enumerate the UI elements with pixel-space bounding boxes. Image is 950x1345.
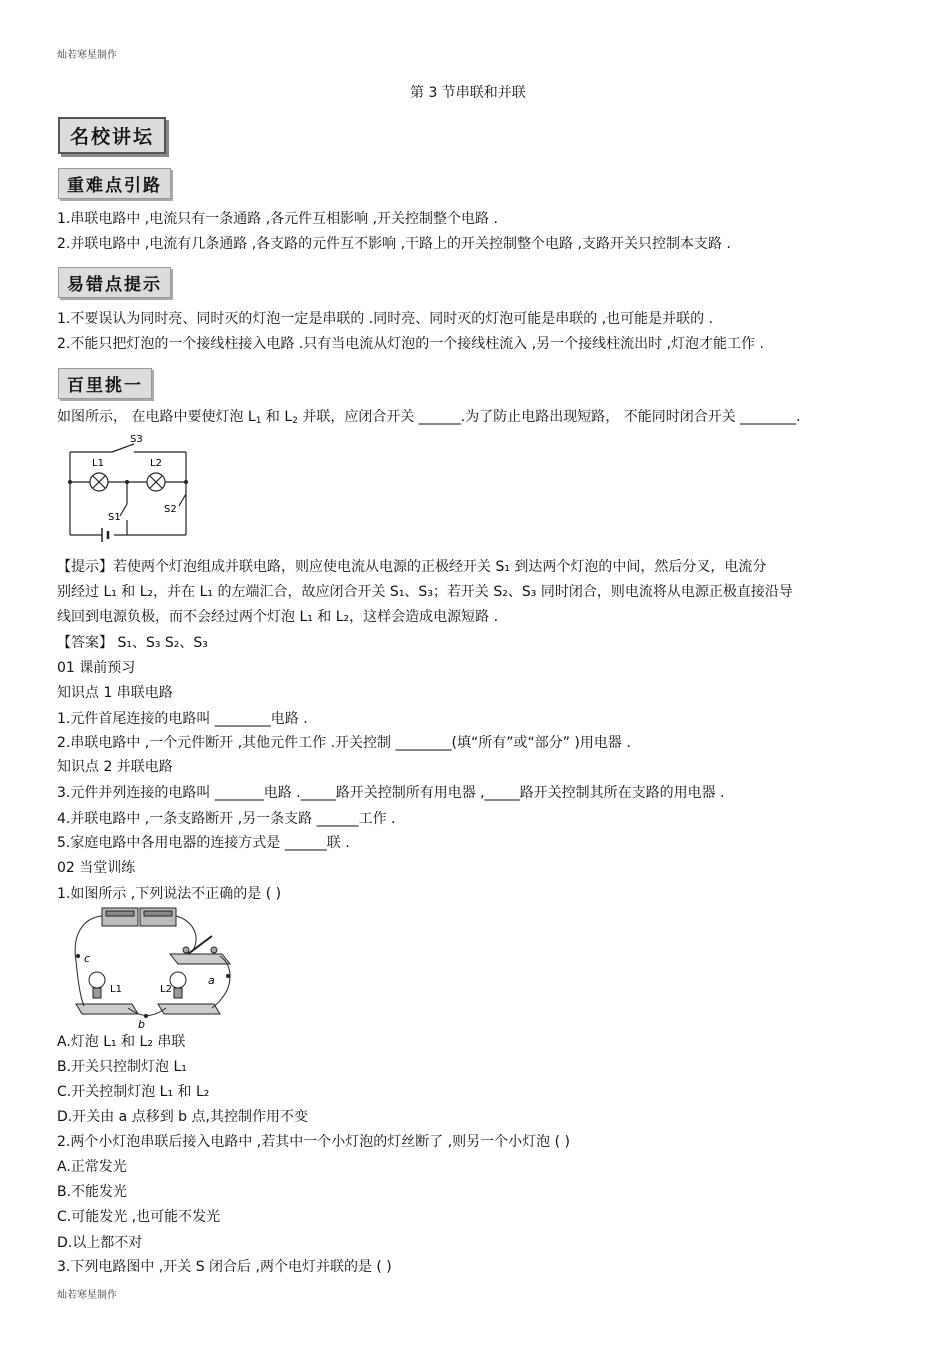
- label-l1: L1: [92, 458, 104, 469]
- key-point-2: 2.并联电路中 ,电流有几条通路 ,各支路的元件互不影响 ,干路上的开关控制整个电路 ,支路开关只控制本支路 .: [57, 236, 731, 252]
- hint-line-3: 线回到电源负极，而不会经过两个灯泡 L₁ 和 L₂，这样会造成电源短路 .: [57, 609, 499, 625]
- label-l2: L2: [150, 458, 162, 469]
- label-s2: S2: [164, 504, 177, 515]
- point-c: c: [84, 952, 91, 965]
- preview-item-3: 3.元件并列连接的电路叫 _______电路 ._____路开关控制所有用电器 ,_____路开关控制其所在支路的用电器 .: [57, 785, 725, 801]
- error-tip-2: 2.不能只把灯泡的一个接线柱接入电路 .只有当电流从灯泡的一个接线柱流入 ,另一个接线柱流出时 ,灯泡才能工作 .: [57, 336, 764, 352]
- label-s3: S3: [130, 434, 143, 445]
- question-1-option-c: C.开关控制灯泡 L₁ 和 L₂: [57, 1084, 210, 1100]
- badge-key-points: 重难点引路: [58, 168, 171, 199]
- question-1-option-a: A.灯泡 L₁ 和 L₂ 串联: [57, 1034, 186, 1050]
- question-2-option-d: D.以上都不对: [57, 1235, 143, 1251]
- knowledge-point-2: 知识点 2 并联电路: [57, 759, 173, 775]
- answer-line: 【答案】 S₁、S₃ S₂、S₃: [57, 635, 208, 651]
- point-b: b: [138, 1018, 145, 1028]
- point-a: a: [208, 974, 215, 987]
- label-s1: S1: [108, 512, 121, 523]
- question-1-option-b: B.开关只控制灯泡 L₁: [57, 1059, 187, 1075]
- error-tip-1: 1.不要误认为同时亮、同时灭的灯泡一定是串联的 .同时亮、同时灭的灯泡可能是串联的 ,也可能是并联的 .: [57, 311, 714, 327]
- preview-item-5: 5.家庭电路中各用电器的连接方式是 ______联 .: [57, 835, 350, 851]
- preview-item-2: 2.串联电路中 ,一个元件断开 ,其他元件工作 .开关控制 ________(填“所有”或“部分” )用电器 .: [57, 735, 631, 751]
- preview-item-4: 4.并联电路中 ,一条支路断开 ,另一条支路 ______工作 .: [57, 811, 396, 827]
- challenge-question: 如图所示， 在电路中要使灯泡 $L_1$ 和 $L_2$ 并联，应闭合开关 ______.为了防止电路出现短路， 不能同时闭合开关 ________.: [57, 409, 801, 426]
- header-watermark: 灿若寒星制作: [57, 50, 117, 61]
- question-2-option-b: B.不能发光: [57, 1184, 128, 1200]
- question-3: 3.下列电路图中 ,开关 S 闭合后 ,两个电灯并联的是 ( ): [57, 1259, 392, 1275]
- preview-item-1: 1.元件首尾连接的电路叫 ________电路 .: [57, 711, 308, 727]
- circuit-diagram-1: [62, 432, 197, 542]
- lamp-l1: L1: [110, 984, 122, 995]
- hint-line-2: 别经过 L₁ 和 L₂，并在 L₁ 的左端汇合，故应闭合开关 S₁、S₃；若开关 S₂、S₃ 同时闭合，则电流将从电源正极直接沿导: [57, 584, 793, 600]
- key-point-1: 1.串联电路中 ,电流只有一条通路 ,各元件互相影响 ,开关控制整个电路 .: [57, 211, 498, 227]
- question-1-option-d: D.开关由 a 点移到 b 点,其控制作用不变: [57, 1109, 308, 1125]
- lamp-l2: L2: [160, 984, 172, 995]
- question-2-option-c: C.可能发光 ,也可能不发光: [57, 1209, 221, 1225]
- question-1: 1.如图所示 ,下列说法不正确的是 ( ): [57, 886, 282, 902]
- badge-error-tips: 易错点提示: [58, 267, 171, 298]
- training-heading: 02 当堂训练: [57, 860, 136, 876]
- badge-main: 名校讲坛: [58, 117, 166, 154]
- hint-line-1: 【提示】若使两个灯泡组成并联电路，则应使电流从电源的正极经开关 S₁ 到达两个灯泡的中间，然后分叉，电流分: [57, 559, 767, 575]
- circuit-diagram-2: [62, 906, 242, 1028]
- page-title: 第 3 节串联和并联: [410, 85, 526, 101]
- footer-watermark: 灿若寒星制作: [57, 1290, 117, 1301]
- question-2: 2.两个小灯泡串联后接入电路中 ,若其中一个小灯泡的灯丝断了 ,则另一个小灯泡 ( ): [57, 1134, 570, 1150]
- preview-heading: 01 课前预习: [57, 660, 136, 676]
- question-2-option-a: A.正常发光: [57, 1159, 127, 1175]
- badge-challenge: 百里挑一: [58, 368, 152, 399]
- knowledge-point-1: 知识点 1 串联电路: [57, 685, 173, 701]
